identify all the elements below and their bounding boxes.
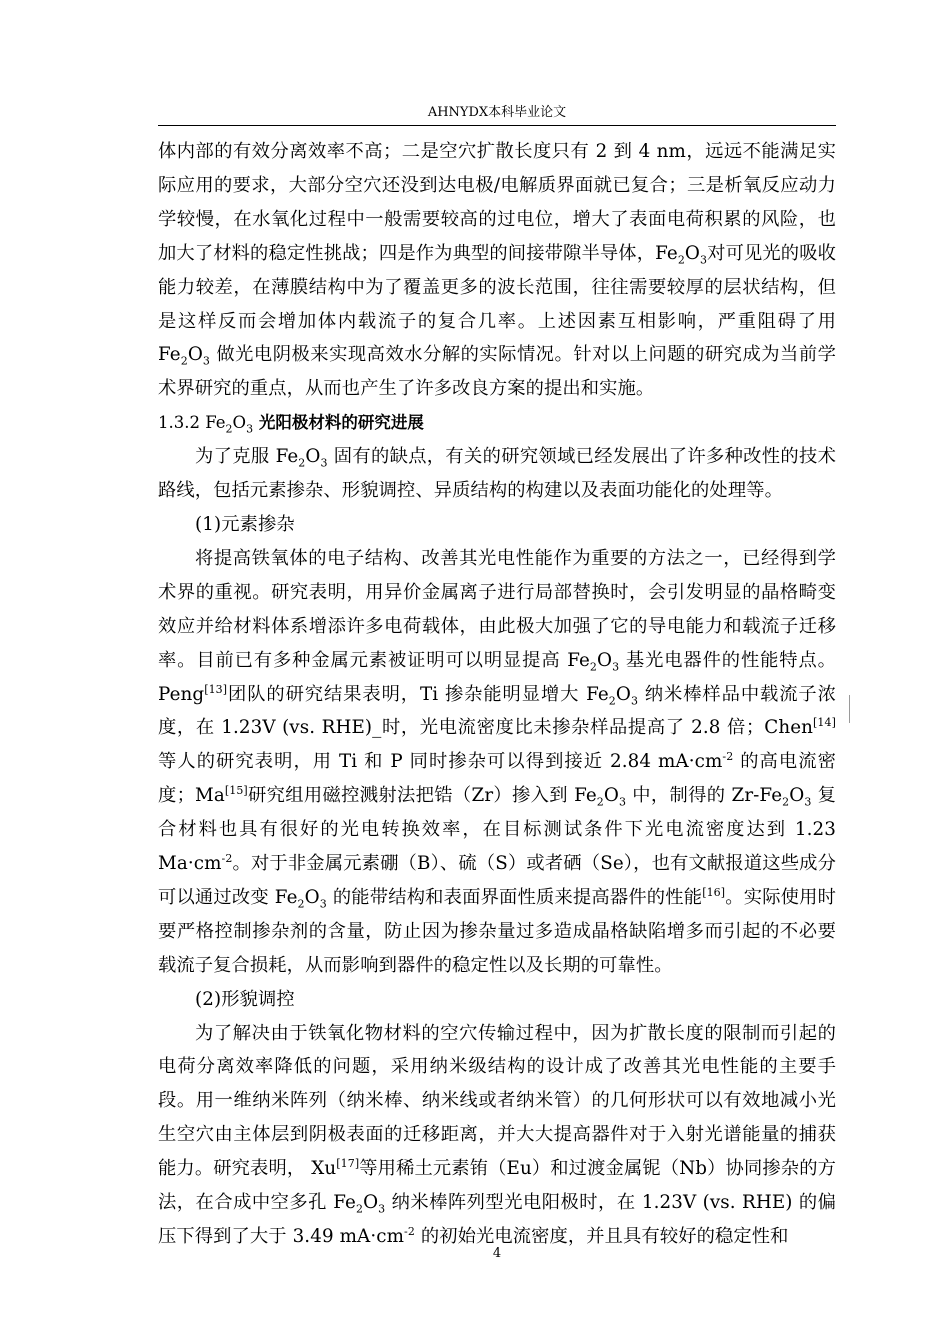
subheading-morphology: (2)形貌调控 [195, 988, 295, 1010]
page-number: 4 [492, 1246, 502, 1261]
paragraph-2: 为了克服 $Fe_2O_3$ 固有的缺点，有关的研究领域已经发展出了许多种改性的技术路线，包括元素掺杂、形貌调控、异质结构的构建以及表面功能化的处理等。 [158, 446, 836, 502]
text-cursor-marker [849, 695, 850, 723]
paragraph-4: 为了解决由于铁氧化物材料的空穴传输过程中，因为扩散长度的限制而引起的电荷分离效率降低的问题，采用纳米级结构的设计成了改善其光电性能的主要手段。用一维纳米阵列（纳米棒、纳米线或者纳米管）的几何形状可以有效地减小光生空穴由主体层到阴极表面的迁移距离，并大大提高器件对于入射光谱能量的捕获能力。研究表明， Xu[17]等用稀土元素铕（Eu）和过渡金属铌（Nb）协同掺杂的方法，在合成中空多孔 $Fe_2O_3$ 纳米棒阵列型光电阳极时，在 1.23V (vs. RHE) 的偏压下得到了大于 3.49 $mA\cdot cm^{-2}$ 的初始光电流密度，并且具有较好的稳定性和 [158, 1022, 836, 1247]
header-rule [158, 125, 836, 126]
subheading-doping: (1)元素掺杂 [195, 513, 295, 535]
running-header: AHNYDX本科毕业论文 [427, 105, 567, 120]
paragraph-3: 将提高铁氧体的电子结构、改善其光电性能作为重要的方法之一，已经得到学术界的重视。研究表明，用异价金属离子进行局部替换时，会引发明显的晶格畸变效应并给材料体系增添许多电荷载体，由此极大加强了它的导电能力和载流子迁移率。目前已有多种金属元素被证明可以明显提高 $Fe_2O_3$ 基光电器件的性能特点。Peng[13]团队的研究结果表明，Ti 掺杂能明显增大 $Fe_2O_3$ 纳米棒样品中载流子浓度，在 1.23V (vs. RHE)_时，光电流密度比未掺杂样品提高了 2.8 倍；Chen[14]等人的研究表明，用 Ti 和 P 同时掺杂可以得到接近 2.84 $mA\cdot cm^{-2}$ 的高电流密度；Ma[15]研究组用磁控溅射法把锆（Zr）掺入到 $Fe_2O_3$ 中，制得的 $Zr-Fe_2O_3$ 复合材料也具有很好的光电转换效率，在目标测试条件下光电流密度达到 1.23 $Ma\cdot cm^{-2}$。对于非金属元素硼（B）、硫（S）或者硒（Se），也有文献报道这些成分可以通过改变 $Fe_2O_3$ 的能带结构和表面界面性质来提高器件的性能[16]。实际使用时要严格控制掺杂剂的含量，防止因为掺杂量过多造成晶格缺陷增多而引起的不必要载流子复合损耗，从而影响到器件的稳定性以及长期的可靠性。 [158, 547, 837, 976]
paragraph-1: 体内部的有效分离效率不高；二是空穴扩散长度只有 2 到 4 nm，远远不能满足实际应用的要求，大部分空穴还没到达电极/电解质界面就已复合；三是析氧反应动力学较慢，在水氧化过程中一般需要较高的过电位，增大了表面电荷积累的风险，也加大了材料的稳定性挑战；四是作为典型的间接带隙半导体，$Fe_2O_3$对可见光的吸收能力较差，在薄膜结构中为了覆盖更多的波长范围，往往需要较厚的层状结构，但是这样反而会增加体内载流子的复合几率。上述因素互相影响，严重阻碍了用 $Fe_2O_3$ 做光电阴极来实现高效水分解的实际情况。针对以上问题的研究成为当前学术界研究的重点，从而也产生了许多改良方案的提出和实施。 [158, 141, 837, 400]
section-heading: 1.3.2 $Fe_2O_3$ 光阳极材料的研究进展 [158, 413, 424, 436]
document-body [158, 135, 836, 1254]
